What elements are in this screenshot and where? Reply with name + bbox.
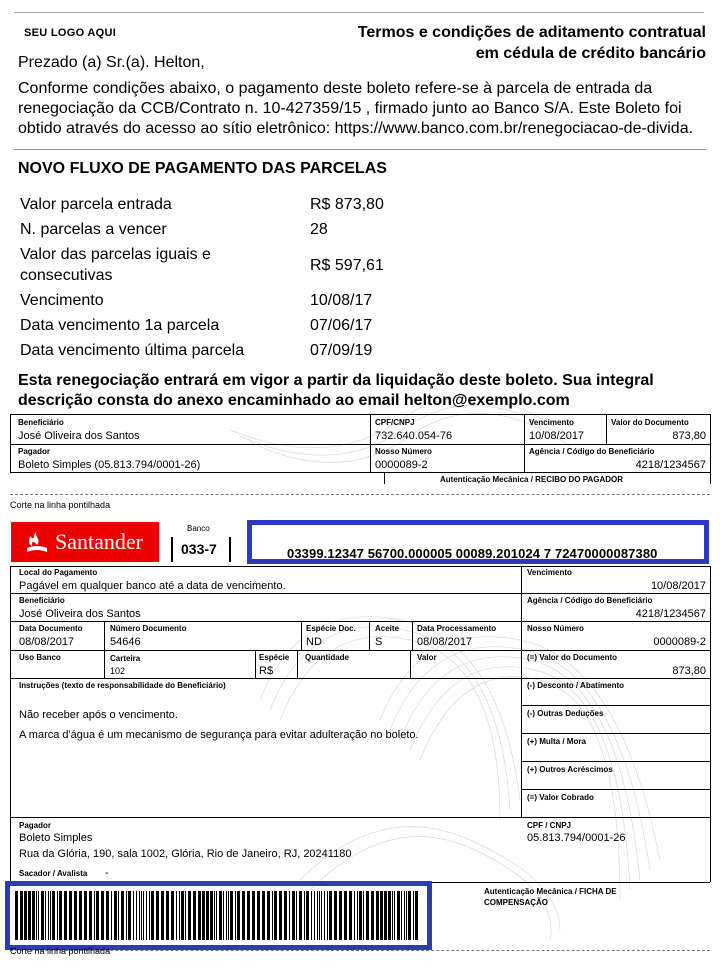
barcode-bar <box>380 891 383 940</box>
barcode-bar <box>363 891 364 940</box>
especie-value: R$ <box>259 665 274 677</box>
barcode-bar <box>279 891 282 940</box>
barcode-bar <box>15 891 18 940</box>
receipt-vencimento-value: 10/08/2017 <box>529 430 585 442</box>
receipt-nosso-numero-label: Nosso Número <box>375 447 432 456</box>
barcode-bar <box>57 891 58 940</box>
especie-doc-label: Espécie Doc. <box>306 624 356 633</box>
barcode-bar <box>161 891 164 940</box>
instrucoes-label: Instruções (texto de responsabilidade do Beneficiário) <box>19 681 226 690</box>
row-value: R$ 597,61 <box>310 257 384 274</box>
barcode-bar <box>274 891 277 940</box>
barcode-bar <box>143 891 144 940</box>
local-pagamento-value: Pagável em qualquer banco até a data de vencimento. <box>19 580 286 592</box>
receipt-pagador-label: Pagador <box>18 447 51 456</box>
receipt-valor-value: 873,80 <box>672 430 706 442</box>
barcode-bar <box>415 891 418 940</box>
cut-line-label-bottom: Corte na linha pontilhada <box>10 946 111 956</box>
barcode-bar <box>321 891 322 940</box>
instrucao-2: A marca d'água é um mecanismo de segurança para evitar adulteração no boleto. <box>19 729 419 741</box>
data-processamento-value: 08/08/2017 <box>417 636 473 648</box>
barcode-bar <box>146 891 147 940</box>
row-label: N. parcelas a vencer <box>20 221 167 238</box>
autenticacao-ficha: Autenticação Mecânica / FICHA DE COMPENSAÇÃO <box>484 887 617 907</box>
barcode-bar <box>181 891 184 940</box>
section-title: NOVO FLUXO DE PAGAMENTO DAS PARCELAS <box>18 160 387 177</box>
barcode-bar <box>397 891 400 940</box>
barcode-bar <box>24 891 27 940</box>
barcode-bar <box>406 891 407 940</box>
valor-cobrado-label: (=) Valor Cobrado <box>527 793 594 802</box>
barcode-bar <box>133 891 134 940</box>
header-title: Termos e condições de aditamento contratual em cédula de crédito bancário <box>357 24 706 62</box>
barcode-bar <box>339 891 342 940</box>
barcode-bar <box>284 891 287 940</box>
barcode-bar <box>50 891 51 940</box>
barcode-bar <box>327 891 328 940</box>
barcode-bar <box>20 891 23 940</box>
bank-code: 033-7 <box>181 541 217 557</box>
barcode-bar <box>252 891 255 940</box>
barcode-bar <box>226 891 227 940</box>
barcode-bar <box>141 891 142 940</box>
barcode-bar <box>94 891 95 940</box>
barcode-bar <box>69 891 72 940</box>
barcode-bar <box>128 891 131 940</box>
quantidade-label: Quantidade <box>305 653 350 662</box>
barcode-bar <box>237 891 240 940</box>
barcode <box>15 891 422 940</box>
barcode-bar <box>156 891 159 940</box>
barcode-bar <box>304 891 305 940</box>
barcode-bar <box>262 891 265 940</box>
barcode-bar <box>149 891 150 940</box>
barcode-bar <box>401 891 402 940</box>
barcode-bar <box>41 891 44 940</box>
barcode-bar <box>171 891 174 940</box>
pagador-endereco: Rua da Glória, 190, sala 1002, Glória, Rio de Janeiro, RJ, 20241180 <box>19 848 352 860</box>
pagador-cpf-value: 05.813.794/0001-26 <box>527 832 626 844</box>
barcode-bar <box>126 891 127 940</box>
barcode-bar <box>228 891 229 940</box>
receipt-agencia-label: Agência / Código do Beneficiário <box>529 447 655 456</box>
barcode-bar <box>198 891 201 940</box>
barcode-bar <box>59 891 62 940</box>
row-value: 07/09/19 <box>310 342 373 359</box>
barcode-bar <box>79 891 82 940</box>
receipt-nosso-numero-value: 0000089-2 <box>375 459 428 471</box>
barcode-bar <box>36 891 37 940</box>
pagador-label: Pagador <box>19 821 52 830</box>
especie-label: Espécie <box>259 653 290 662</box>
barcode-bar <box>366 891 369 940</box>
data-documento-label: Data Documento <box>19 624 83 633</box>
bank-label: Banco <box>187 524 210 533</box>
pagador-nome: Boleto Simples <box>19 832 93 844</box>
barcode-bar <box>292 891 295 940</box>
barcode-bar <box>188 891 191 940</box>
nosso-numero-label: Nosso Número <box>527 624 584 633</box>
barcode-bar <box>101 891 104 940</box>
especie-doc-value: ND <box>306 636 322 648</box>
vencimento-value: 10/08/2017 <box>650 580 706 592</box>
sacador-label: Sacador / Avalista <box>19 869 88 878</box>
barcode-bar <box>388 891 391 940</box>
barcode-bar <box>223 891 224 940</box>
agencia-label: Agência / Código do Beneficiário <box>527 596 653 605</box>
logo-placeholder: SEU LOGO AQUI <box>24 27 117 39</box>
intro-paragraph: Conforme condições abaixo, o pagamento deste boleto refere-se à parcela de entrada da renegociação da CCB/Contrato n. 10-427359/15 , firmado junto ao Banco S/A. Este Boleto foi obtido através do acesso ao sítio eletrônico: https://www.banco.com.br/renegociacao-de-divida. <box>18 80 694 137</box>
greeting: Prezado (a) Sr.(a). Helton, <box>18 54 205 71</box>
barcode-bar <box>404 891 405 940</box>
data-processamento-label: Data Processamento <box>417 624 497 633</box>
barcode-bar <box>89 891 92 940</box>
barcode-bar <box>296 891 297 940</box>
receipt-cpf-value: 732.640.054-76 <box>375 430 453 442</box>
barcode-bar <box>349 891 352 940</box>
outros-acrescimos-label: (+) Outros Acréscimos <box>527 765 613 774</box>
carteira-value: 102 <box>110 666 126 676</box>
barcode-bar <box>357 891 358 940</box>
barcode-bar <box>151 891 154 940</box>
barcode-bar <box>166 891 169 940</box>
row-value: 10/08/17 <box>310 292 373 309</box>
barcode-bar <box>84 891 87 940</box>
barcode-bar <box>210 891 213 940</box>
row-value: 07/06/17 <box>310 317 373 334</box>
barcode-bar <box>344 891 347 940</box>
barcode-bar <box>96 891 99 940</box>
barcode-bar <box>111 891 112 940</box>
barcode-bar <box>334 891 337 940</box>
barcode-bar <box>317 891 318 940</box>
barcode-bar <box>216 891 217 940</box>
barcode-bar <box>247 891 250 940</box>
numero-documento-label: Número Documento <box>110 624 187 633</box>
row-label: consecutivas <box>20 267 113 284</box>
outras-deducoes-label: (-) Outras Deduções <box>527 709 604 718</box>
barcode-bar <box>319 891 320 940</box>
barcode-bar <box>38 891 39 940</box>
numero-documento-value: 54646 <box>110 636 141 648</box>
receipt-agencia-value: 4218/1234567 <box>635 459 706 471</box>
row-label: Data vencimento última parcela <box>20 342 245 359</box>
local-pagamento-label: Local do Pagamento <box>19 568 98 577</box>
barcode-bar <box>235 891 236 940</box>
uso-banco-label: Uso Banco <box>19 653 61 662</box>
barcode-bar <box>392 891 393 940</box>
carteira-label: Carteira <box>110 654 141 663</box>
receipt-autenticacao: Autenticação Mecânica / RECIBO DO PAGADOR <box>440 475 623 484</box>
row-value: 28 <box>310 221 328 238</box>
flame-icon <box>24 529 50 555</box>
receipt-cpf-label: CPF/CNPJ <box>375 418 415 427</box>
barcode-bar <box>267 891 270 940</box>
barcode-bar <box>394 891 395 940</box>
row-label: Valor parcela entrada <box>20 196 172 213</box>
barcode-bar <box>289 891 290 940</box>
barcode-bar <box>74 891 77 940</box>
data-documento-value: 08/08/2017 <box>19 636 75 648</box>
barcode-bar <box>202 891 205 940</box>
bold-note: Esta renegociação entrará em vigor a partir da liquidação deste boleto. Sua integral descrição consta do anexo encaminhado ao email helton@exemplo.com <box>18 372 654 409</box>
barcode-bar <box>384 891 387 940</box>
receipt-valor-label: Valor do Documento <box>611 418 689 427</box>
barcode-bar <box>359 891 362 940</box>
barcode-bar <box>299 891 302 940</box>
barcode-bar <box>121 891 124 940</box>
barcode-bar <box>314 891 315 940</box>
barcode-bar <box>206 891 209 940</box>
barcode-bar <box>32 891 35 940</box>
barcode-bar <box>28 891 31 940</box>
nosso-numero-value: 0000089-2 <box>653 636 706 648</box>
bank-name: Santander <box>55 529 143 554</box>
barcode-bar <box>219 891 222 940</box>
santander-logo <box>11 522 159 562</box>
barcode-bar <box>179 891 180 940</box>
receipt-vencimento-label: Vencimento <box>529 418 574 427</box>
row-label: Vencimento <box>20 292 104 309</box>
barcode-bar <box>306 891 309 940</box>
row-label: Data vencimento 1a parcela <box>20 317 220 334</box>
barcode-bar <box>329 891 332 940</box>
receipt-beneficiario-value: José Oliveira dos Santos <box>18 430 140 442</box>
barcode-bar <box>376 891 379 940</box>
receipt-beneficiario-label: Beneficiário <box>18 418 64 427</box>
barcode-bar <box>242 891 245 940</box>
sacador-value: - <box>105 867 109 879</box>
barcode-bar <box>413 891 414 940</box>
beneficiario-value: José Oliveira dos Santos <box>19 608 141 620</box>
barcode-bar <box>45 891 46 940</box>
vencimento-label: Vencimento <box>527 568 572 577</box>
barcode-bar <box>354 891 355 940</box>
desconto-label: (-) Desconto / Abatimento <box>527 681 625 690</box>
aceite-value: S <box>375 636 383 648</box>
barcode-bar <box>64 891 67 940</box>
valor-label: Valor <box>417 653 437 662</box>
valor-documento-label: (=) Valor do Documento <box>527 653 618 662</box>
barcode-bar <box>311 891 312 940</box>
cut-line-label: Corte na linha pontilhada <box>10 500 111 510</box>
barcode-bar <box>176 891 177 940</box>
barcode-bar <box>408 891 411 940</box>
instrucao-1: Não receber após o vencimento. <box>19 709 178 721</box>
barcode-bar <box>230 891 233 940</box>
barcode-bar <box>371 891 374 940</box>
barcode-bar <box>52 891 55 940</box>
barcode-bar <box>185 891 186 940</box>
multa-label: (+) Multa / Mora <box>527 737 586 746</box>
barcode-bar <box>48 891 49 940</box>
barcode-bar <box>324 891 325 940</box>
barcode-bar <box>214 891 215 940</box>
barcode-bar <box>114 891 117 940</box>
barcode-bar <box>118 891 119 940</box>
barcode-bar <box>139 891 140 940</box>
receipt-pagador-value: Boleto Simples (05.813.794/0001-26) <box>18 459 201 471</box>
barcode-bar <box>106 891 109 940</box>
linha-digitavel: 03399.12347 56700.000005 00089.201024 7 72470000087380 <box>287 546 658 561</box>
barcode-bar <box>257 891 260 940</box>
aceite-label: Aceite <box>375 624 400 633</box>
valor-documento-value: 873,80 <box>672 665 706 677</box>
pagador-cpf-label: CPF / CNPJ <box>527 821 572 830</box>
barcode-bar <box>272 891 273 940</box>
barcode-bar <box>193 891 196 940</box>
barcode-bar <box>136 891 137 940</box>
row-label: Valor das parcelas iguais e <box>20 246 211 263</box>
row-value: R$ 873,80 <box>310 196 384 213</box>
beneficiario-label: Beneficiário <box>19 596 65 605</box>
agencia-value: 4218/1234567 <box>635 608 706 620</box>
